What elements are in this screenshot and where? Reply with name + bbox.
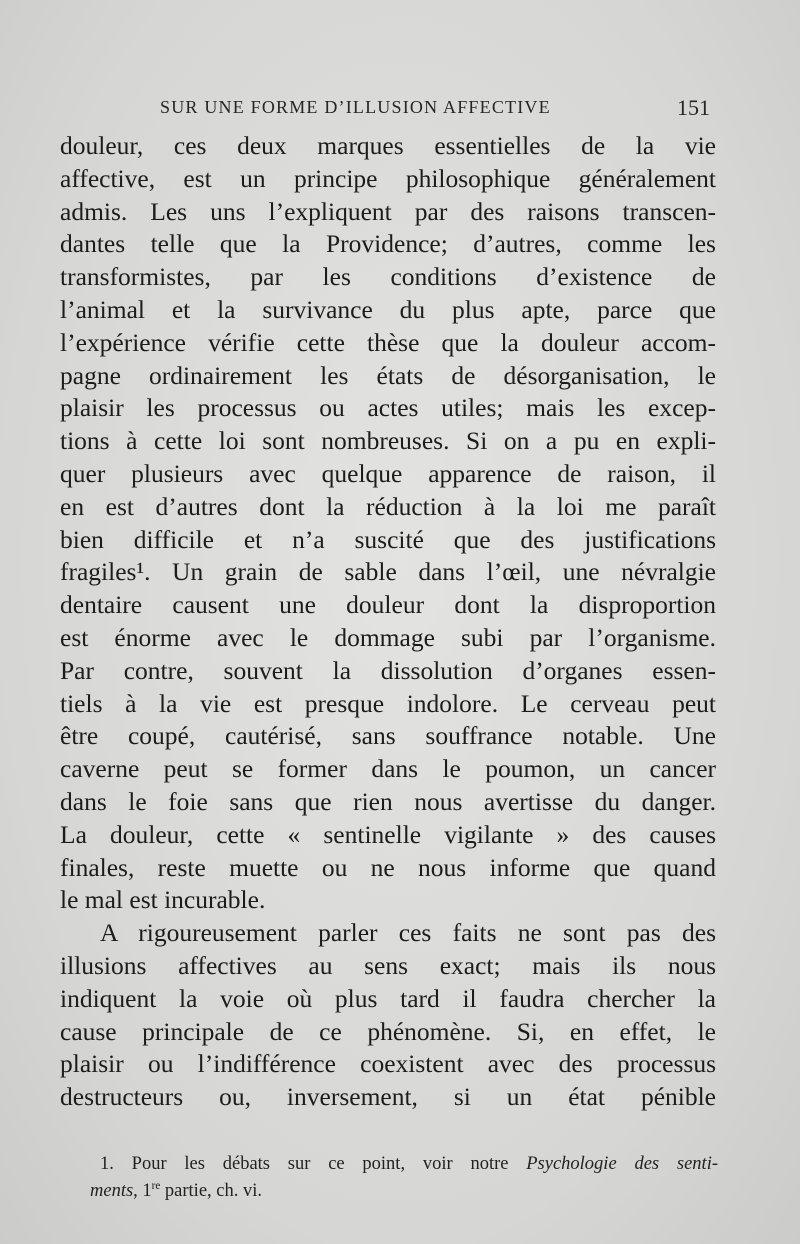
text-line: dentaire causent une douleur dont la disproportion (60, 590, 716, 620)
text-line: illusions affectives au sens exact; mais ils nous (60, 950, 716, 980)
running-head (160, 97, 710, 127)
running-title: SUR UNE FORME D’ILLUSION AFFECTIVE (160, 97, 551, 117)
text-line: admis. Les uns l’expliquent par des raisons transcen- (60, 196, 716, 226)
text-line: indiquent la voie où plus tard il faudra chercher la (60, 983, 716, 1013)
text-line: transformistes, par les conditions d’existence de (60, 262, 716, 292)
footnote-line: ments, 1re partie, ch. vi. (90, 1179, 263, 1201)
text-line: être coupé, cautérisé, sans souffrance notable. Une (60, 721, 716, 751)
text-line: en est d’autres dont la réduction à la loi me paraît (60, 491, 716, 521)
text-line: plaisir les processus ou actes utiles; mais les excep- (60, 393, 716, 423)
body-text (60, 130, 716, 1114)
text-line: dantes telle que la Providence; d’autres, comme les (60, 229, 716, 259)
text-line: pagne ordinairement les états de désorganisation, le (60, 360, 716, 390)
footnote-text-end: partie, ch. vi. (164, 1181, 263, 1201)
footnote-text: Pour les débats sur ce point, voir notre (131, 1154, 509, 1174)
text-line: finales, reste muette ou ne nous informe que quand (60, 852, 716, 882)
footnote-marker: 1. (100, 1154, 114, 1174)
text-line: tiels à la vie est presque indolore. Le cerveau peut (60, 688, 716, 718)
text-line: quer plusieurs avec quelque apparence de raison, il (60, 458, 716, 488)
text-line: tions à cette loi sont nombreuses. Si on a pu en expli- (60, 426, 716, 456)
text-line: le mal est incurable. (60, 885, 266, 915)
footnote-part-number: 1 (142, 1181, 152, 1201)
footnote-book-title: Psychologie des senti- (526, 1154, 719, 1174)
text-line: cause principale de ce phénomène. Si, en effet, le (60, 1016, 716, 1046)
text-line: l’expérience vérifie cette thèse que la douleur accom- (60, 327, 716, 357)
text-line: fragiles¹. Un grain de sable dans l’œil, une névralgie (60, 557, 716, 587)
footnote-book-title-end: ments (90, 1181, 134, 1201)
text-line: l’animal et la survivance du plus apte, parce que (60, 294, 716, 324)
text-line: caverne peut se former dans le poumon, un cancer (60, 754, 716, 784)
text-line: douleur, ces deux marques essentielles de la vie (60, 131, 716, 160)
text-line: plaisir ou l’indifférence coexistent avec des processus (60, 1049, 716, 1079)
text-line-paragraph-start: A rigoureusement parler ces faits ne sont pas des (100, 918, 716, 948)
text-line: dans le foie sans que rien nous avertisse du danger. (60, 786, 716, 816)
footnote (90, 1151, 718, 1205)
footnote-part-suffix: re (151, 1179, 161, 1192)
text-line: est énorme avec le dommage subi par l’organisme. (60, 622, 716, 652)
text-line: La douleur, cette « sentinelle vigilante » des causes (60, 819, 716, 849)
text-line: affective, est un principe philosophique généralement (60, 163, 716, 193)
footnote-line (90, 1151, 718, 1178)
text-line: Par contre, souvent la dissolution d’organes essen- (60, 655, 716, 685)
text-line: destructeurs ou, inversement, si un état pénible (60, 1082, 716, 1112)
page-number: 151 (677, 95, 710, 120)
text-line: bien difficile et n’a suscité que des justifications (60, 524, 716, 554)
